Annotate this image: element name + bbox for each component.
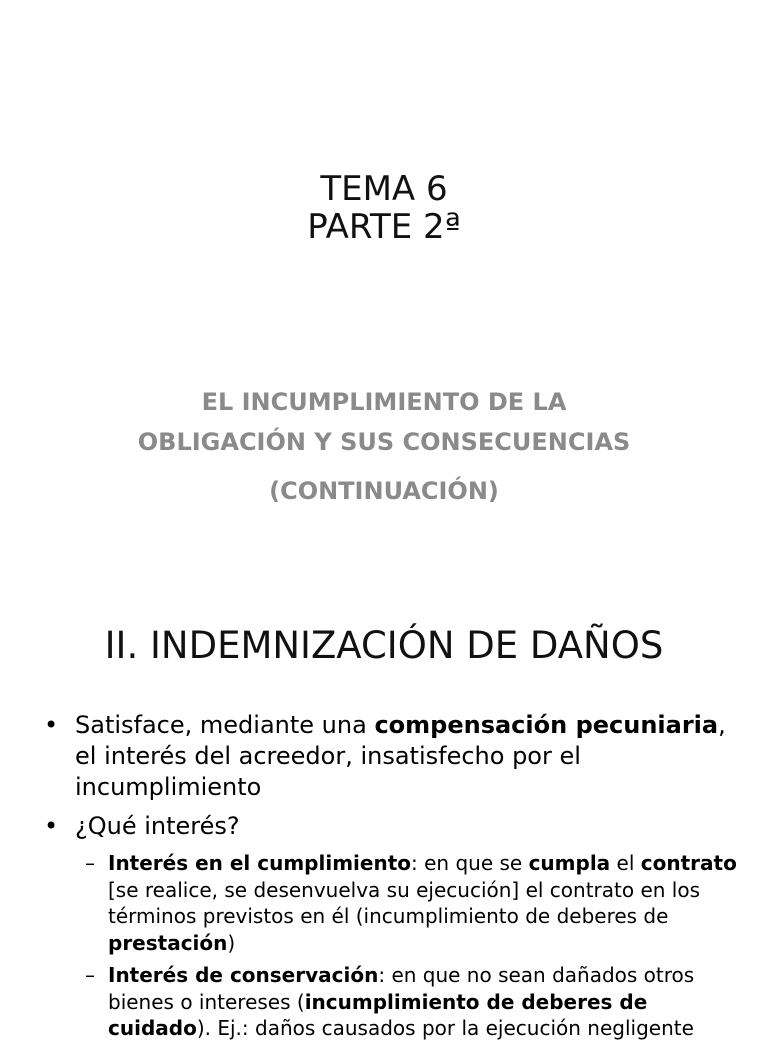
subtitle-line-2: OBLIGACIÓN Y SUS CONSECUENCIAS: [137, 428, 631, 456]
bullet-text-bold: compensación pecuniaria: [374, 711, 719, 739]
sub-bullet-item: [85, 850, 744, 956]
sub-bullet-text: [108, 850, 744, 956]
sub-bullet-text: [108, 962, 744, 1042]
bullet-item: [44, 811, 744, 842]
title-line-1: TEMA 6: [320, 169, 448, 209]
bullet-list: [44, 710, 744, 1048]
subtitle-line-1: EL INCUMPLIMIENTO DE LA: [201, 388, 567, 416]
bullet-marker: •: [44, 812, 59, 840]
sub-bullet-text-part: el: [610, 851, 641, 875]
bullet-text: [75, 710, 744, 803]
sub-bullet-text-bold: Interés de conservación: [108, 963, 379, 987]
sub-bullet-text-bold: incumplimiento de deberes de cuidado: [108, 989, 648, 1040]
bullet-item: [44, 710, 744, 803]
subtitle-line-3: (CONTINUACIÓN): [269, 477, 499, 505]
sub-bullet-marker: –: [85, 963, 95, 987]
bullet-text-part: Satisface, mediante una: [75, 711, 375, 739]
sub-bullet-text-part: : en que no sean dañados otros bienes o intereses (: [108, 963, 695, 1014]
sub-bullet-text-bold: prestación: [108, 930, 228, 955]
sub-bullet-text-part: ): [227, 930, 236, 955]
title-line-2: PARTE 2ª: [307, 207, 461, 247]
sub-bullet-text-part: ). Ej.: daños causados por la ejecución negligente: [196, 1016, 694, 1040]
sub-bullet-marker: –: [85, 851, 95, 875]
sub-bullet-text-bold: cumpla: [528, 851, 611, 875]
sub-bullet-text-part: : en que se: [411, 851, 529, 875]
sub-bullet-text-part: [se realice, se desenvuelva su ejecución] el contrato en los términos previstos en él (incumplimiento de deberes de: [108, 877, 701, 928]
bullet-text-part: , el interés del acreedor, insatisfecho por el incumplimiento: [75, 711, 726, 801]
sub-bullet-text-bold: Interés en el cumplimiento: [108, 851, 412, 875]
section-heading: II. INDEMNIZACIÓN DE DAÑOS: [104, 624, 664, 667]
bullet-marker: •: [44, 711, 59, 739]
sub-bullet-text-bold: contrato: [640, 851, 737, 875]
slide-subtitle: [0, 382, 768, 511]
slide-title: [0, 170, 768, 246]
bullet-text: ¿Qué interés?: [75, 812, 240, 840]
sub-bullet-item: [85, 962, 744, 1042]
